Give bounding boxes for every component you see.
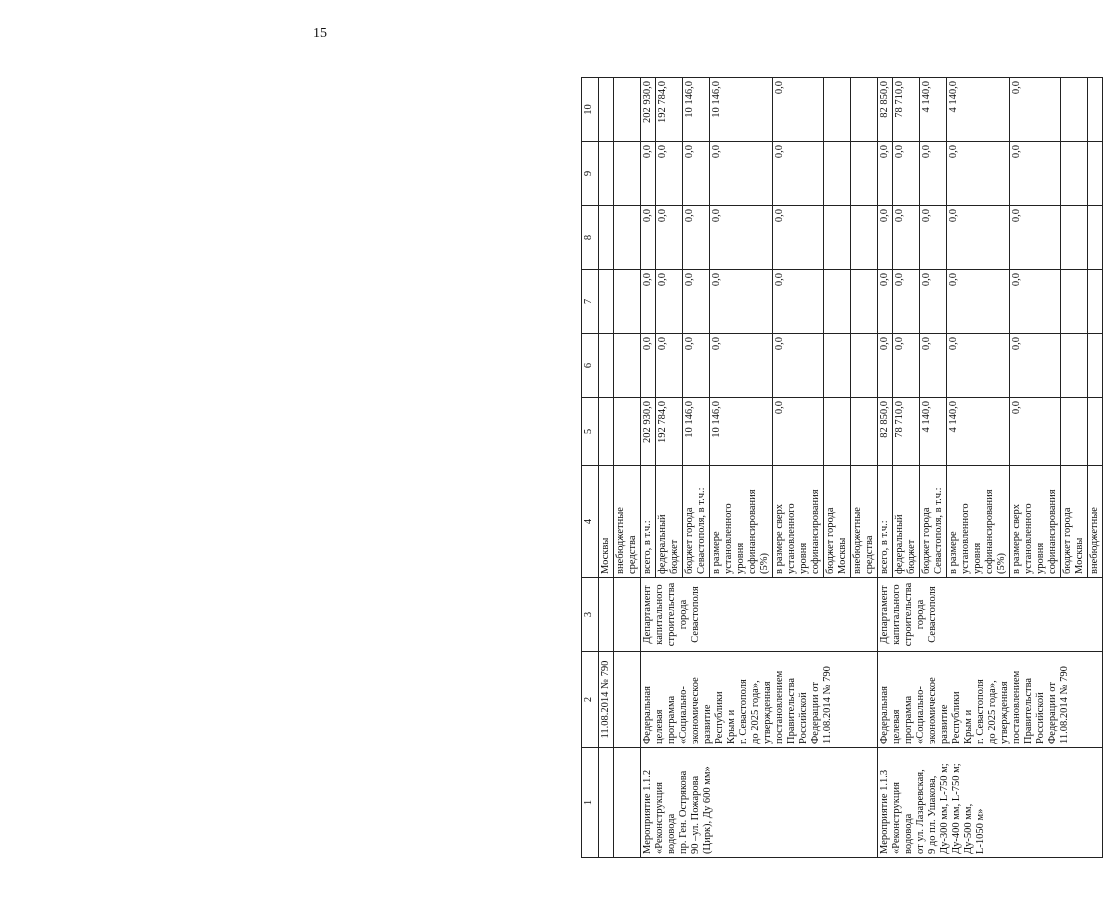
funding-source: внебюджетные средства xyxy=(851,466,878,578)
continuation-cell-col-4: Москвы xyxy=(599,466,614,578)
funding-value: 0,0 xyxy=(773,142,824,206)
continuation-cell-col-7 xyxy=(614,270,641,334)
funding-value xyxy=(1088,270,1103,334)
funding-value: 0,0 xyxy=(683,206,710,270)
funding-source: бюджет города Москвы xyxy=(1061,466,1088,578)
funding-value: 0,0 xyxy=(641,142,656,206)
funding-source: всего, в т.ч.: xyxy=(878,466,893,578)
funding-value xyxy=(851,206,878,270)
funding-value: 10 146,0 xyxy=(710,78,773,142)
funding-value: 202 930,0 xyxy=(641,78,656,142)
column-header-9: 9 xyxy=(582,142,599,206)
table-row xyxy=(641,78,656,858)
funding-value: 0,0 xyxy=(656,334,683,398)
column-header-10: 10 xyxy=(582,78,599,142)
funding-value xyxy=(1088,142,1103,206)
funding-source: бюджет города Севастополя, в т.ч.: xyxy=(683,466,710,578)
funding-value: 10 146,0 xyxy=(683,398,710,466)
funding-value: 0,0 xyxy=(1010,142,1061,206)
continuation-cell-col-5 xyxy=(614,398,641,466)
funding-source: всего, в т.ч.: xyxy=(641,466,656,578)
financing-table xyxy=(581,77,1103,858)
funding-value: 0,0 xyxy=(683,334,710,398)
funding-value: 0,0 xyxy=(1010,78,1061,142)
funding-value: 0,0 xyxy=(947,206,1010,270)
continuation-row xyxy=(599,78,614,858)
funding-value: 0,0 xyxy=(878,270,893,334)
continuation-row xyxy=(614,78,641,858)
continuation-cell-col-3 xyxy=(614,578,641,652)
funding-value xyxy=(824,398,851,466)
funding-value: 202 930,0 xyxy=(641,398,656,466)
funding-value xyxy=(824,270,851,334)
continuation-cell-col-2: 11.08.2014 № 790 xyxy=(599,652,614,748)
column-header-2: 2 xyxy=(582,652,599,748)
funding-value: 0,0 xyxy=(641,270,656,334)
funding-value: 0,0 xyxy=(893,334,920,398)
continuation-cell-col-6 xyxy=(614,334,641,398)
funding-value: 0,0 xyxy=(920,334,947,398)
funding-value xyxy=(851,398,878,466)
funding-value xyxy=(1088,206,1103,270)
funding-value xyxy=(851,142,878,206)
funding-value xyxy=(824,142,851,206)
funding-value: 0,0 xyxy=(656,270,683,334)
funding-value: 78 710,0 xyxy=(893,398,920,466)
funding-value xyxy=(824,206,851,270)
funding-value: 192 784,0 xyxy=(656,78,683,142)
funding-value: 0,0 xyxy=(773,206,824,270)
column-header-3: 3 xyxy=(582,578,599,652)
funding-value xyxy=(851,78,878,142)
funding-value: 0,0 xyxy=(773,334,824,398)
funding-value: 0,0 xyxy=(683,270,710,334)
continuation-cell-col-8 xyxy=(599,206,614,270)
funding-value xyxy=(851,270,878,334)
funding-value: 0,0 xyxy=(656,142,683,206)
continuation-cell-col-6 xyxy=(599,334,614,398)
column-header-6: 6 xyxy=(582,334,599,398)
column-header-5: 5 xyxy=(582,398,599,466)
column-header-7: 7 xyxy=(582,270,599,334)
funding-value xyxy=(1061,270,1088,334)
funding-value: 78 710,0 xyxy=(893,78,920,142)
funding-value xyxy=(1061,206,1088,270)
funding-source: федеральный бюджет xyxy=(893,466,920,578)
page-number: 15 xyxy=(313,26,327,41)
funding-value: 0,0 xyxy=(641,206,656,270)
funding-value xyxy=(1061,78,1088,142)
measure-program: Федеральная целевая программа «Социально- экономическое развитие Республики Крым и г. Севастополя до 2025 года», утвержденная постановлением Правительства Российской Федерации от 11.08.2014 № 790 xyxy=(641,652,878,748)
funding-value: 0,0 xyxy=(893,206,920,270)
funding-value: 0,0 xyxy=(1010,398,1061,466)
funding-value: 0,0 xyxy=(878,334,893,398)
measure-name: Мероприятие 1.1.3 «Реконструкция водовода от ул. Лазаревская, 9 до пл. Ушакова, Ду-300 мм, L-750 м; Ду-400 мм, L-750 м; Ду-500 мм, L-1050 м» xyxy=(878,748,1103,858)
funding-source: внебюджетные xyxy=(1088,466,1103,578)
funding-value: 0,0 xyxy=(1010,206,1061,270)
funding-value xyxy=(1061,142,1088,206)
continuation-cell-col-10 xyxy=(614,78,641,142)
measure-executor: Департамент капитального строительства города Севастополя xyxy=(878,578,1103,652)
funding-value: 82 850,0 xyxy=(878,78,893,142)
funding-source: бюджет города Севастополя, в т.ч.: xyxy=(920,466,947,578)
continuation-cell-col-1 xyxy=(599,748,614,858)
column-header-8: 8 xyxy=(582,206,599,270)
table-body xyxy=(582,78,1103,858)
funding-value: 0,0 xyxy=(773,398,824,466)
funding-value: 0,0 xyxy=(1010,270,1061,334)
measure-program: Федеральная целевая программа «Социально- экономическое развитие Республики Крым и г. Севастополя до 2025 года», утвержденная постановлением Правительства Российской Федерации от 11.08.2014 № 790 xyxy=(878,652,1103,748)
funding-value: 0,0 xyxy=(1010,334,1061,398)
funding-value: 0,0 xyxy=(641,334,656,398)
funding-source: в размере сверх установленного уровня софинансирования xyxy=(773,466,824,578)
funding-source: в размере сверх установленного уровня софинансирования xyxy=(1010,466,1061,578)
funding-value xyxy=(824,334,851,398)
funding-value: 4 140,0 xyxy=(920,398,947,466)
continuation-cell-col-10 xyxy=(599,78,614,142)
funding-value: 0,0 xyxy=(710,334,773,398)
funding-source: федеральный бюджет xyxy=(656,466,683,578)
continuation-cell-col-9 xyxy=(599,142,614,206)
funding-value: 0,0 xyxy=(947,142,1010,206)
funding-source: в размере установленного уровня софинансирования (5%) xyxy=(710,466,773,578)
funding-value: 0,0 xyxy=(710,142,773,206)
rotated-table-container xyxy=(581,78,1111,858)
continuation-cell-col-5 xyxy=(599,398,614,466)
continuation-cell-col-4: внебюджетные средства xyxy=(614,466,641,578)
funding-value: 82 850,0 xyxy=(878,398,893,466)
measure-name: Мероприятие 1.1.2 «Реконструкция водовода пр. Ген. Острякова 90 –ул. Пожарова (Цирк), Ду 600 мм» xyxy=(641,748,878,858)
column-header-4: 4 xyxy=(582,466,599,578)
continuation-cell-col-1 xyxy=(614,748,641,858)
funding-value xyxy=(1061,334,1088,398)
continuation-cell-col-7 xyxy=(599,270,614,334)
continuation-cell-col-2 xyxy=(614,652,641,748)
funding-value: 0,0 xyxy=(710,270,773,334)
funding-value: 0,0 xyxy=(656,206,683,270)
funding-value: 0,0 xyxy=(920,206,947,270)
funding-source: бюджет города Москвы xyxy=(824,466,851,578)
funding-value: 0,0 xyxy=(773,270,824,334)
funding-value: 0,0 xyxy=(878,206,893,270)
funding-value xyxy=(1061,398,1088,466)
funding-value: 0,0 xyxy=(893,142,920,206)
funding-value: 0,0 xyxy=(710,206,773,270)
funding-value xyxy=(1088,334,1103,398)
measure-executor: Департамент капитального строительства города Севастополя xyxy=(641,578,878,652)
funding-value: 0,0 xyxy=(683,142,710,206)
funding-value: 192 784,0 xyxy=(656,398,683,466)
funding-value: 0,0 xyxy=(947,270,1010,334)
funding-value xyxy=(1088,78,1103,142)
funding-value: 4 140,0 xyxy=(947,78,1010,142)
funding-value xyxy=(824,78,851,142)
funding-value: 4 140,0 xyxy=(947,398,1010,466)
continuation-cell-col-8 xyxy=(614,206,641,270)
continuation-cell-col-3 xyxy=(599,578,614,652)
continuation-cell-col-9 xyxy=(614,142,641,206)
funding-value: 10 146,0 xyxy=(710,398,773,466)
header-row xyxy=(582,78,599,858)
column-header-1: 1 xyxy=(582,748,599,858)
funding-source: в размере установленного уровня софинансирования (5%) xyxy=(947,466,1010,578)
funding-value: 0,0 xyxy=(893,270,920,334)
funding-value: 0,0 xyxy=(878,142,893,206)
funding-value: 0,0 xyxy=(773,78,824,142)
funding-value: 10 146,0 xyxy=(683,78,710,142)
funding-value xyxy=(1088,398,1103,466)
funding-value: 4 140,0 xyxy=(920,78,947,142)
funding-value xyxy=(851,334,878,398)
funding-value: 0,0 xyxy=(920,270,947,334)
funding-value: 0,0 xyxy=(947,334,1010,398)
funding-value: 0,0 xyxy=(920,142,947,206)
table-row xyxy=(878,78,893,858)
